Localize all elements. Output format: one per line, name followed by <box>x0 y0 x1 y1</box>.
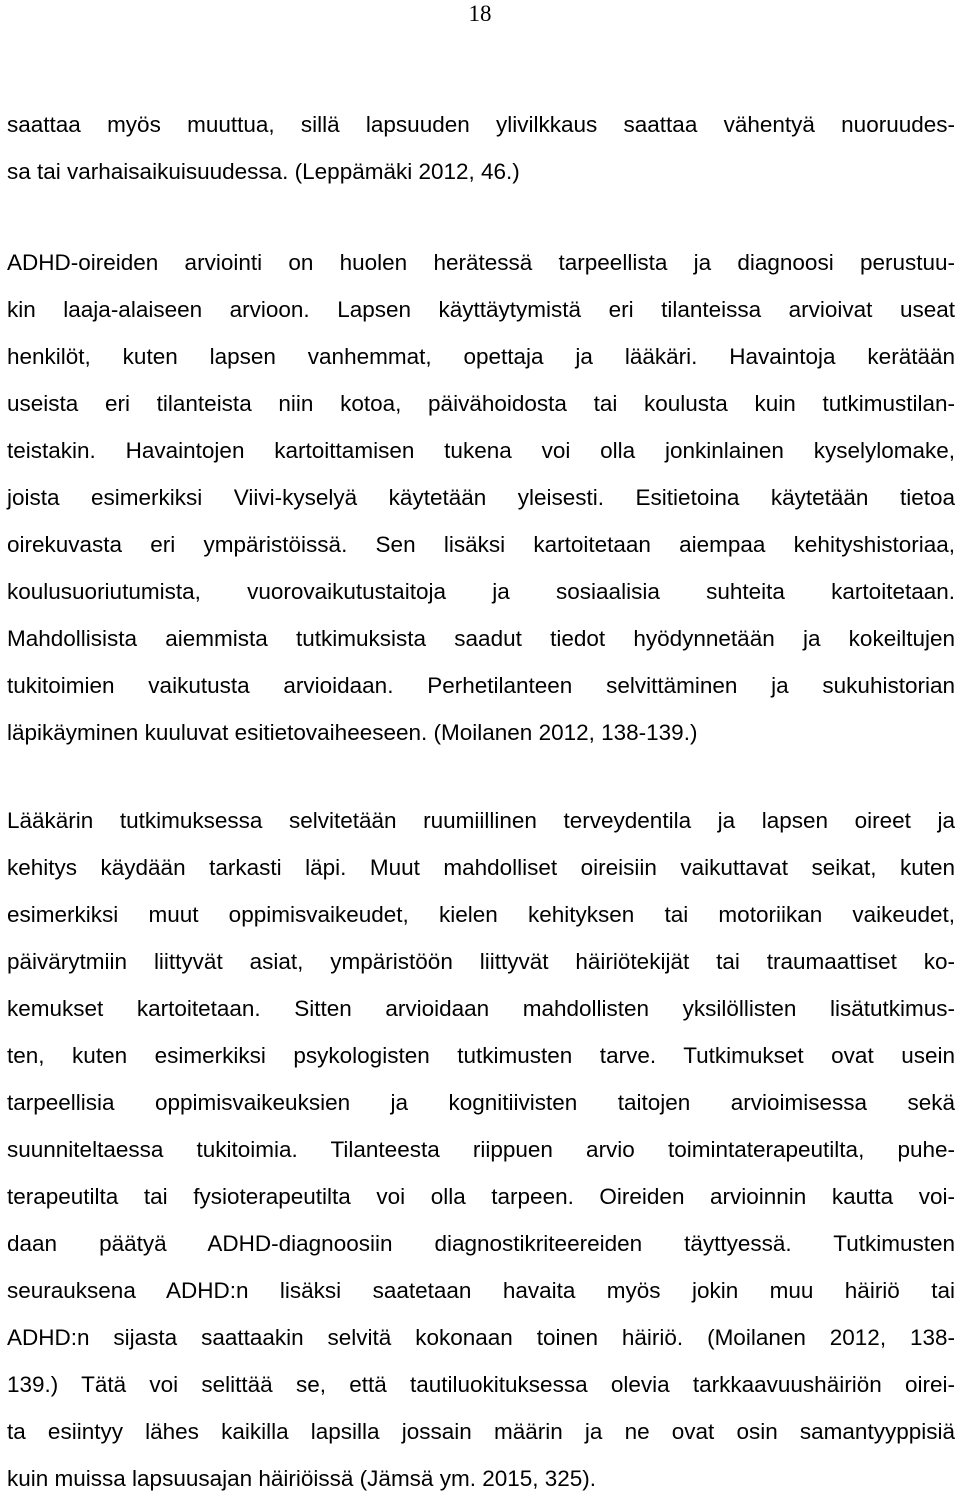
text-line: Mahdollisista aiemmista tutkimuksista saadut tiedot hyödynnetään ja kokeiltujen <box>7 626 955 651</box>
text-line: kemukset kartoitetaan. Sitten arvioidaan mahdollisten yksilöllisten lisätutkimus- <box>7 996 955 1021</box>
text-line: seurauksena ADHD:n lisäksi saatetaan havaita myös jokin muu häiriö tai <box>7 1278 955 1303</box>
text-line: ADHD-oireiden arviointi on huolen herätessä tarpeellista ja diagnoosi perustuu- <box>7 250 955 275</box>
text-line: suunniteltaessa tukitoimia. Tilanteesta riippuen arvio toimintaterapeutilta, puhe- <box>7 1137 955 1162</box>
text-line: saattaa myös muuttua, sillä lapsuuden ylivilkkaus saattaa vähentyä nuoruudes- <box>7 112 955 137</box>
text-line: joista esimerkiksi Viivi-kyselyä käytetään yleisesti. Esitietoina käytetään tietoa <box>7 485 955 510</box>
text-line: 139.) Tätä voi selittää se, että tautiluokituksessa olevia tarkkaavuushäiriön oirei- <box>7 1372 955 1397</box>
text-line: sa tai varhaisaikuisuudessa. (Leppämäki 2012, 46.) <box>7 159 520 184</box>
text-line: useista eri tilanteista niin kotoa, päivähoidosta tai koulusta kuin tutkimustilan- <box>7 391 955 416</box>
text-line: kehitys käydään tarkasti läpi. Muut mahdolliset oireisiin vaikuttavat seikat, kuten <box>7 855 955 880</box>
text-line: daan päätyä ADHD-diagnoosiin diagnostikriteereiden täyttyessä. Tutkimusten <box>7 1231 955 1256</box>
text-line: Lääkärin tutkimuksessa selvitetään ruumiillinen terveydentila ja lapsen oireet ja <box>7 808 955 833</box>
text-line: ADHD:n sijasta saattaakin selvitä kokonaan toinen häiriö. (Moilanen 2012, 138- <box>7 1325 955 1350</box>
paragraph-2 <box>7 239 955 756</box>
text-line: terapeutilta tai fysioterapeutilta voi olla tarpeen. Oireiden arvioinnin kautta voi- <box>7 1184 955 1209</box>
text-line: koulusuoriutumista, vuorovaikutustaitoja ja sosiaalisia suhteita kartoitetaan. <box>7 579 955 604</box>
text-line: oirekuvasta eri ympäristöissä. Sen lisäksi kartoitetaan aiempaa kehityshistoriaa, <box>7 532 955 557</box>
text-line: ten, kuten esimerkiksi psykologisten tutkimusten tarve. Tutkimukset ovat usein <box>7 1043 955 1068</box>
page-number: 18 <box>468 1 492 26</box>
text-line: kuin muissa lapsuusajan häiriöissä (Jämsä ym. 2015, 325). <box>7 1466 597 1491</box>
text-line: ta esiintyy lähes kaikilla lapsilla jossain määrin ja ne ovat osin samantyyppisiä <box>7 1419 955 1444</box>
paragraph-3 <box>7 797 955 1502</box>
text-line: läpikäyminen kuuluvat esitietovaiheeseen. (Moilanen 2012, 138-139.) <box>7 720 698 745</box>
text-line: tarpeellisia oppimisvaikeuksien ja kognitiivisten taitojen arvioimisessa sekä <box>7 1090 955 1115</box>
text-line: teistakin. Havaintojen kartoittamisen tukena voi olla jonkinlainen kyselylomake, <box>7 438 955 463</box>
text-line: päivärytmiin liittyvät asiat, ympäristöön liittyvät häiriötekijät tai traumaattiset ko- <box>7 949 955 974</box>
text-line: kin laaja-alaiseen arvioon. Lapsen käyttäytymistä eri tilanteissa arvioivat useat <box>7 297 955 322</box>
text-line: esimerkiksi muut oppimisvaikeudet, kielen kehityksen tai motoriikan vaikeudet, <box>7 902 955 927</box>
paragraph-1 <box>7 101 955 195</box>
text-line: henkilöt, kuten lapsen vanhemmat, opettaja ja lääkäri. Havaintoja kerätään <box>7 344 955 369</box>
text-line: tukitoimien vaikutusta arvioidaan. Perhetilanteen selvittäminen ja sukuhistorian <box>7 673 955 698</box>
